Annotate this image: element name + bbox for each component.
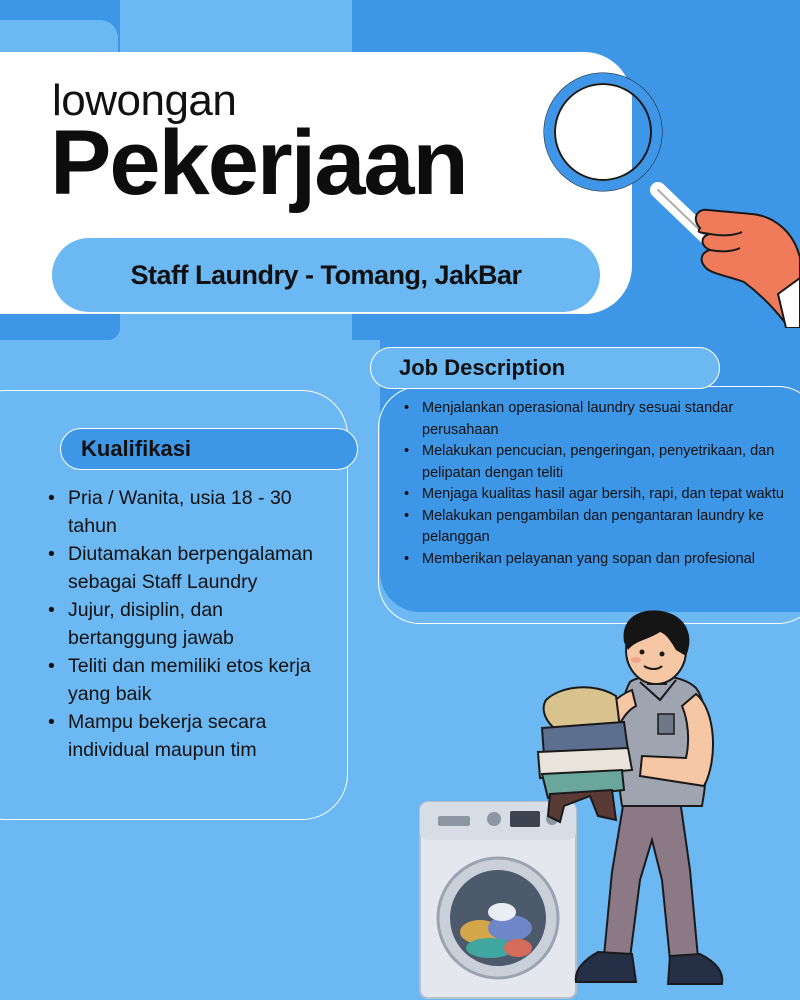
list-item: • Diutamakan berpengalaman sebagai Staff Laundry (48, 540, 318, 596)
bg-notch (0, 20, 118, 54)
kualifikasi-pill (60, 428, 358, 470)
laundry-worker-icon (520, 610, 730, 995)
headline-big: Pekerjaan (50, 112, 467, 214)
kualifikasi-title: Kualifikasi (81, 436, 192, 461)
list-item: • Menjalankan operasional laundry sesuai standar perusahaan (402, 398, 784, 441)
list-item: • Mampu bekerja secara individual maupun tim (48, 708, 318, 764)
list-item: • Jujur, disiplin, dan bertanggung jawab (48, 596, 318, 652)
job-description-list (402, 398, 784, 570)
list-item: • Menjaga kualitas hasil agar bersih, rapi, dan tepat waktu (402, 484, 784, 506)
list-item: • Memberikan pelayanan yang sopan dan profesional (402, 549, 784, 571)
job-description-title: Job Description (399, 355, 566, 380)
list-item: • Melakukan pencucian, pengeringan, penyetrikaan, dan pelipatan dengan teliti (402, 441, 784, 484)
list-item: • Teliti dan memiliki etos kerja yang baik (48, 652, 318, 708)
list-item: • Pria / Wanita, usia 18 - 30 tahun (48, 484, 318, 540)
kualifikasi-list (48, 484, 318, 764)
headline-small: lowongan (52, 76, 237, 125)
hand-icon (682, 198, 800, 328)
subtitle-pill (52, 238, 600, 312)
job-title: Staff Laundry - Tomang, JakBar (130, 259, 522, 290)
list-item: • Melakukan pengambilan dan pengantaran laundry ke pelanggan (402, 506, 784, 549)
job-description-pill (370, 347, 720, 389)
